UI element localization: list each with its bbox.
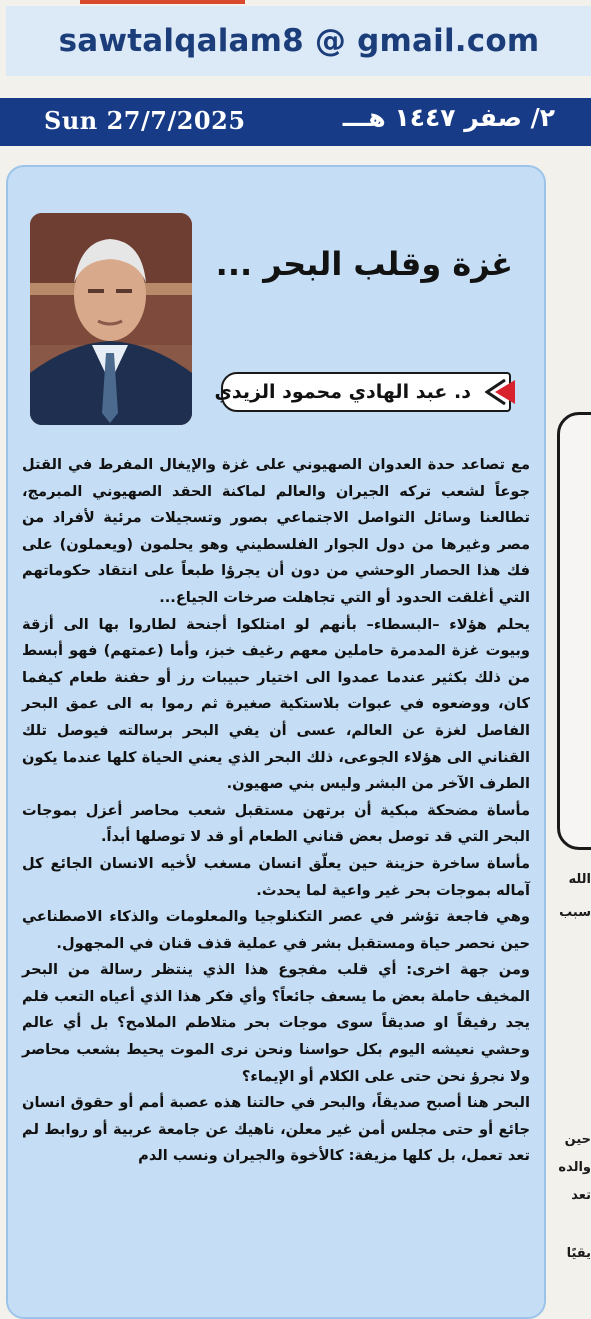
article-body <box>22 452 530 1170</box>
article-paragraph: البحر هنا أصبح صديقاً، والبحر في حالتنا هذه عصبة أمم أو حقوق انسان جائع أو حتى مجلس أمن غير معلن، ناهيك عن جامعة عربية أو روابط لم تعد تعمل، بل كلها مزيفة: كالأخوة والجيران ونسب الدم <box>22 1094 530 1165</box>
adjacent-article-frame <box>557 412 591 850</box>
adjacent-text-fragment: الله <box>568 872 591 887</box>
article-paragraph: ومن جهة اخرى: أي قلب مفجوع هذا الذي ينتظر رسالة من البحر المخيف حاملة بعض ما يسعف جائعاً؟ وأي فكر هذا الذي أعياه التعب فلم يجد رفيقاً او صديقاً سوى موجات بحر متلاطم الملامح؟ بل أي عالم وحشي نعيشه اليوم بكل حواسنا ونحن نرى الموت يحيط بشعب محاصر ولا نجرؤ نحن حتى على الكلام أو الإيماء؟ <box>22 961 530 1085</box>
author-byline <box>214 372 517 416</box>
author-photo <box>30 213 192 425</box>
author-name: د. عبد الهادي محمود الزيدي <box>214 381 471 403</box>
adjacent-text-fragment: والده <box>558 1160 591 1175</box>
article-paragraph: يحلم هؤلاء –البسطاء– بأنهم لو امتلكوا أجنحة لطاروا بها الى أزقة وبيوت غزة المدمرة حاملين معهم رغيف خبز، وأما (عمتهم) فهو أبسط من ذلك بكثير عندما عمدوا الى اختيار حبيبات رز أو حفنة طعام كيفما كان، ووضعوه في عبوات بلاستكية صغيرة ثم رموا به الى عمق البحر الفاصل لغزة عن العالم، عسى أن يفي البحر برسالته فيوصل تلك القناني الى هؤلاء الجوعى، ذلك البحر الذي يعني الحياة كلها عندما يكون الطرف الآخر من البشر وليس بني صهيون. <box>22 615 530 793</box>
contact-email[interactable]: sawtalqalam8 @ gmail.com <box>58 23 540 59</box>
adjacent-text-fragment: تعد <box>571 1188 591 1203</box>
email-banner <box>6 6 591 76</box>
author-name-box <box>214 372 511 412</box>
adjacent-text-fragment: حين <box>564 1132 591 1147</box>
article-paragraph: مع تصاعد حدة العدوان الصهيوني على غزة والإيغال المفرط في القتل جوعاً لشعب تركه الجيران والعالم لماكنة الحقد الصهيوني المبرمج، تطالعنا وسائل التواصل الاجتماعي بصور وتسجيلات مرئية لأفراد من مصر وغيرها من دول الجوار الفلسطيني وهو يحلمون (ويعملون) على فك هذا الحصار الوحشي من دون أن يجرؤا طبعاً على انتقاد حكوماتهم التي أغلقت الحدود أو التي تجاهلت صرخات الجياع... <box>22 456 530 606</box>
date-hijri: ٢/ صفر ١٤٤٧ هـــ <box>342 103 555 132</box>
date-bar <box>0 98 591 146</box>
article-paragraph: وهي فاجعة تؤشر في عصر التكنلوجيا والمعلومات والذكاء الاصطناعي حين نحصر حياة ومستقبل بشر في عملية قذف قنان في المجهول. <box>22 908 530 952</box>
article-paragraph: مأساة مضحكة مبكية أن برتهن مستقبل شعب محاصر أعزل بموجات البحر التي قد توصل بعض قناني الطعام أو قد لا توصلها أبداً. <box>22 801 530 846</box>
date-gregorian: Sun 27/7/2025 <box>44 106 246 135</box>
article-headline: غزة وقلب البحر ... <box>215 245 513 283</box>
article-paragraph: مأساة ساخرة حزينة حين يعلّق انسان مسغب لأخيه الانسان الجائع كل آماله بموجات بحر غير واعية لما يحدث. <box>22 854 530 899</box>
adjacent-text-fragment: سبب <box>559 905 591 920</box>
top-accent-line <box>80 0 245 4</box>
adjacent-text-fragment: يقيًا <box>566 1246 591 1261</box>
byline-arrow-icon <box>485 376 517 408</box>
